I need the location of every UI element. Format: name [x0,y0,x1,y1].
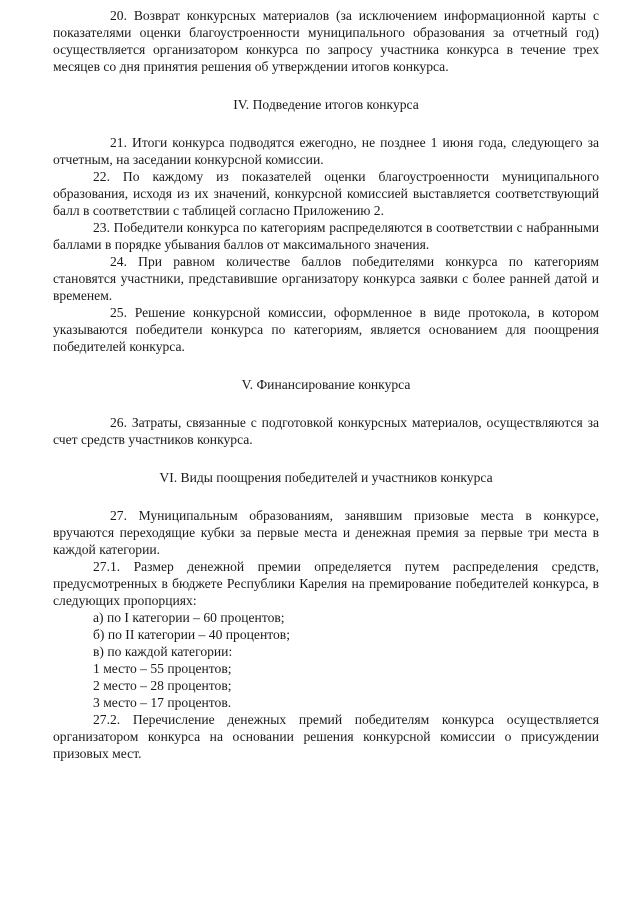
list-item: 3 место – 17 процентов. [93,695,232,710]
section-heading-vi: VI. Виды поощрения победителей и участников конкурса [159,470,493,485]
spacer [53,75,599,96]
list-item: б) по II категории – 40 процентов; [93,627,290,642]
paragraph-26: 26. Затраты, связанные с подготовкой конкурсных материалов, осуществляются за счет средств участников конкурса. [53,415,599,447]
paragraph-27-2: 27.2. Перечисление денежных премий победителям конкурса осуществляется организатором конкурса на основании решения конкурсной комиссии о присуждении призовых мест. [53,712,599,761]
paragraph-22: 22. По каждому из показателей оценки благоустроенности муниципального образования, исходя из их значений, конкурсной комиссией выставляется соответствующий балл в соответствии с таблицей согласно Приложению 2. [53,169,599,218]
paragraph-27: 27. Муниципальным образованиям, занявшим призовые места в конкурсе, вручаются переходящие кубки за первые места и денежная премия за первые три места в каждой категории. [53,508,599,557]
paragraph-20: 20. Возврат конкурсных материалов (за исключением информационной карты с показателями оценки благоустроенности муниципального образования за отчетный год) осуществляется организатором конкурса по запросу участника конкурса в течение трех месяцев со дня принятия решения об утверждении итогов конкурса. [53,8,599,74]
paragraph-23: 23. Победители конкурса по категориям распределяются в соответствии с набранными баллами в порядке убывания баллов от максимального значения. [53,220,599,252]
section-heading-v: V. Финансирование конкурса [241,377,411,392]
paragraph-21: 21. Итоги конкурса подводятся ежегодно, не позднее 1 июня года, следующего за отчетным, на заседании конкурсной комиссии. [53,135,599,167]
spacer [53,448,599,469]
proportions-list [53,609,599,711]
paragraph-27-1: 27.1. Размер денежной премии определяется путем распределения средств, предусмотренных в бюджете Республики Карелия на премирование победителей конкурса, в следующих пропорциях: [53,559,599,608]
list-item: 2 место – 28 процентов; [93,678,232,693]
list-item: в) по каждой категории: [93,644,233,659]
section-heading-iv: IV. Подведение итогов конкурса [233,97,419,112]
spacer [53,393,599,414]
spacer [53,355,599,376]
document-page [53,7,599,762]
list-item: 1 место – 55 процентов; [93,661,232,676]
spacer [53,113,599,134]
paragraph-24: 24. При равном количестве баллов победителями конкурса по категориям становятся участники, представившие организатору конкурса заявки с более ранней датой и временем. [53,254,599,303]
paragraph-25: 25. Решение конкурсной комиссии, оформленное в виде протокола, в котором указываются победители конкурса по категориям, является основанием для поощрения победителей конкурса. [53,305,599,354]
spacer [53,486,599,507]
list-item: а) по I категории – 60 процентов; [93,610,285,625]
